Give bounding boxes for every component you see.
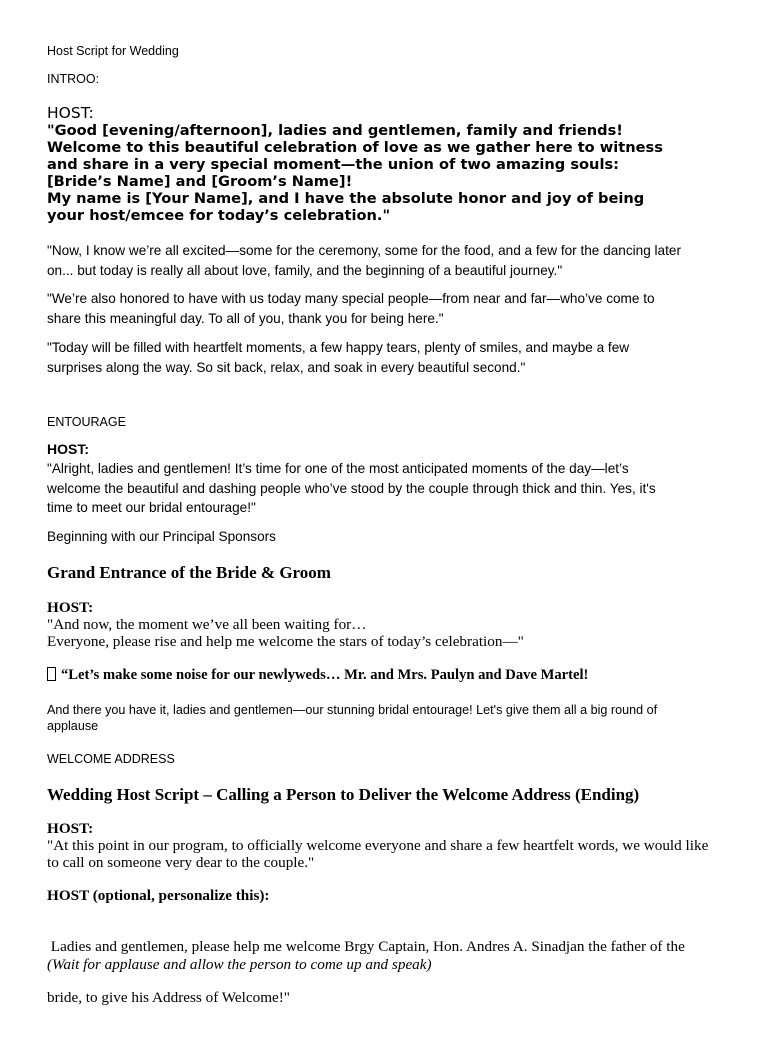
paragraph-line: "At this point in our program, to officially welcome everyone and share a few heartfelt words, we would like bbox=[47, 837, 709, 854]
paragraph-line: welcome the beautiful and dashing people who’ve stood by the couple through thick and thin. Yes, it's bbox=[47, 480, 656, 496]
welcome-address-speech bbox=[47, 837, 708, 871]
entourage-host-label: HOST: bbox=[47, 441, 89, 457]
optional-host-label: HOST (optional, personalize this): bbox=[47, 887, 270, 904]
paragraph-line: on... but today is really all about love, family, and the beginning of a beautiful journey." bbox=[47, 262, 563, 278]
grand-entrance-host-label: HOST: bbox=[47, 599, 94, 616]
intro-paragraph-2 bbox=[47, 289, 655, 328]
paragraph-line: And there you have it, ladies and gentlemen—our stunning bridal entourage! Let's give them all a big round of bbox=[47, 703, 658, 717]
paragraph-line: Everyone, please rise and help me welcome the stars of today’s celebration—" bbox=[47, 633, 524, 650]
paragraph-line: "And now, the moment we’ve all been waiting for… bbox=[47, 616, 367, 633]
stage-direction: (Wait for applause and allow the person to come up and speak) bbox=[47, 956, 432, 973]
intro-opening-line: "Good [evening/afternoon], ladies and gentlemen, family and friends! bbox=[47, 122, 623, 139]
shoutout-text: “Let’s make some noise for our newlyweds… Mr. and Mrs. Paulyn and Dave Martel! bbox=[61, 667, 589, 683]
paragraph-line: to call on someone very dear to the couple." bbox=[47, 854, 315, 871]
intro-host-label: HOST: bbox=[47, 104, 94, 122]
intro-opening-speech bbox=[47, 122, 663, 224]
intro-opening-line: [Bride’s Name] and [Groom’s Name]! bbox=[47, 173, 353, 190]
grand-entrance-title: Grand Entrance of the Bride & Groom bbox=[47, 563, 331, 582]
welcome-address-host-label: HOST: bbox=[47, 820, 94, 837]
paragraph-line: share this meaningful day. To all of you, thank you for being here." bbox=[47, 310, 444, 326]
newlyweds-shoutout bbox=[47, 666, 588, 684]
entourage-speech bbox=[47, 459, 656, 518]
intro-opening-line: your host/emcee for today’s celebration." bbox=[47, 207, 391, 224]
paragraph-line: surprises along the way. So sit back, relax, and soak in every beautiful second." bbox=[47, 359, 526, 375]
intro-paragraph-3 bbox=[47, 338, 629, 377]
intro-opening-line: My name is [Your Name], and I have the absolute honor and joy of being bbox=[47, 190, 645, 207]
paragraph-line: bride, to give his Address of Welcome!" bbox=[47, 989, 291, 1006]
paragraph-line: "Alright, ladies and gentlemen! It’s time for one of the most anticipated moments of the day—let’s bbox=[47, 461, 629, 476]
intro-heading: INTROO: bbox=[47, 72, 100, 86]
principal-sponsors-line: Beginning with our Principal Sponsors bbox=[47, 529, 276, 544]
paragraph-line: "Today will be filled with heartfelt moments, a few happy tears, plenty of smiles, and maybe a few bbox=[47, 340, 630, 355]
entourage-closing bbox=[47, 702, 657, 734]
intro-paragraph-1 bbox=[47, 241, 681, 280]
welcome-address-heading: WELCOME ADDRESS bbox=[47, 752, 175, 766]
intro-opening-line: and share in a very special moment—the union of two amazing souls: bbox=[47, 156, 619, 173]
welcome-address-title: Wedding Host Script – Calling a Person to Deliver the Welcome Address (Ending) bbox=[47, 785, 640, 804]
intro-opening-line: Welcome to this beautiful celebration of love as we gather here to witness bbox=[47, 139, 663, 156]
entourage-heading: ENTOURAGE bbox=[47, 415, 126, 429]
paragraph-line: "We’re also honored to have with us today many special people—from near and far—who’ve come to bbox=[47, 291, 655, 306]
paragraph-line: time to meet our bridal entourage!" bbox=[47, 500, 256, 515]
document-title: Host Script for Wedding bbox=[47, 44, 179, 58]
paragraph-line: "Now, I know we’re all excited—some for the ceremony, some for the food, and a few for the dancing later bbox=[47, 243, 681, 258]
paragraph-line: Ladies and gentlemen, please help me welcome Brgy Captain, Hon. Andres A. Sinadjan the father of the bbox=[47, 938, 685, 955]
grand-entrance-speech bbox=[47, 616, 524, 650]
missing-glyph-icon bbox=[47, 667, 56, 681]
paragraph-line: applause bbox=[47, 719, 99, 733]
